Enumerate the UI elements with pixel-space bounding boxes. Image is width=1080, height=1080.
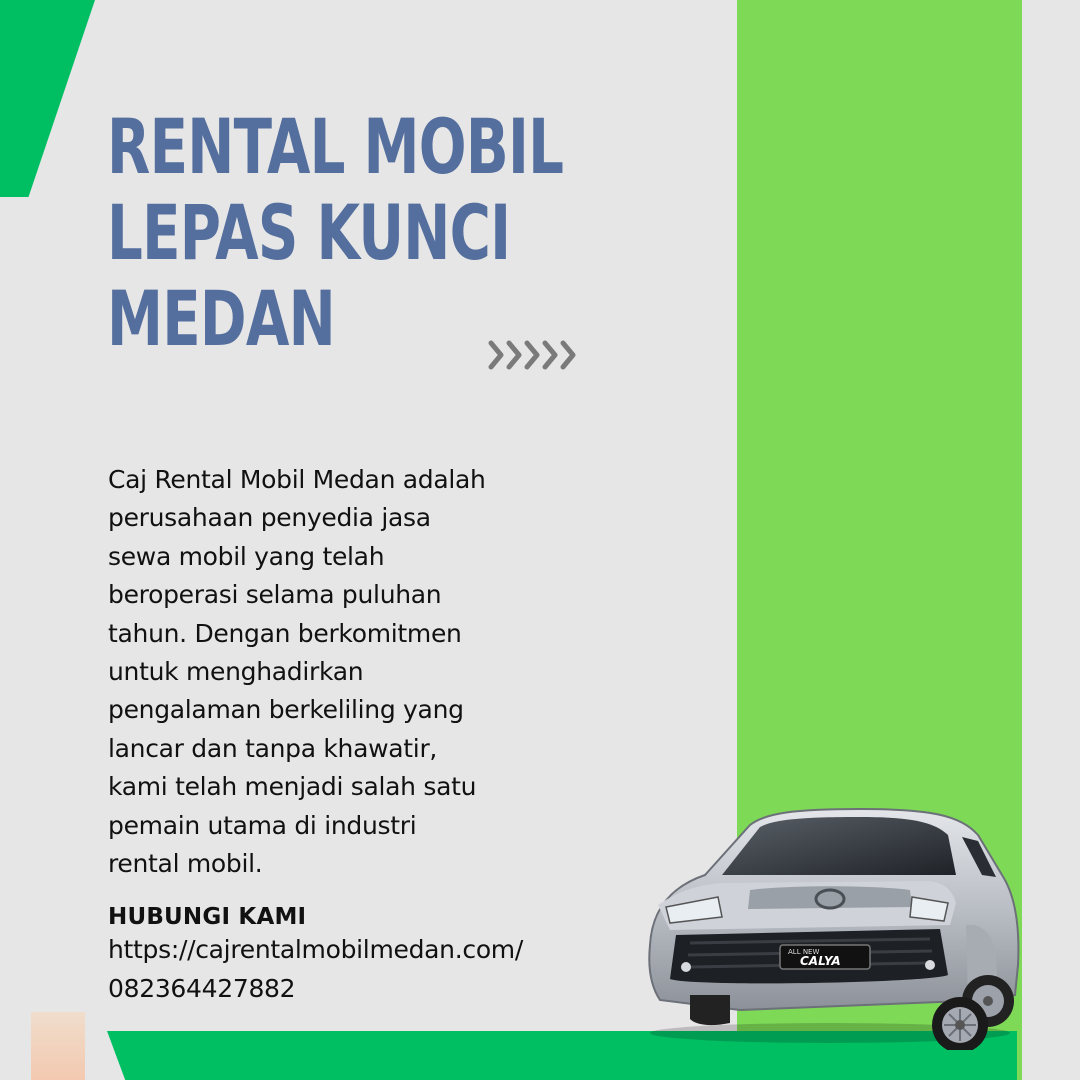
badge-text: CALYA [800, 954, 841, 968]
peach-accent-strip [31, 1012, 85, 1080]
description-line: rental mobil. [108, 849, 263, 879]
description-line: lancar dan tanpa khawatir, [108, 733, 438, 763]
contact-heading: HUBUNGI KAMI [108, 904, 307, 930]
headline-line-1: RENTAL MOBIL [107, 102, 564, 191]
phone-number[interactable]: 082364427882 [108, 974, 296, 1003]
description-line: perusahaan penyedia jasa [108, 503, 431, 533]
corner-accent-shape [0, 0, 95, 197]
chevrons-right-icon [487, 338, 583, 372]
description-line: beroperasi selama puluhan [108, 580, 442, 610]
company-description [108, 461, 578, 883]
headline [107, 104, 563, 362]
headline-line-3: MEDAN [107, 274, 335, 363]
website-link[interactable]: https://cajrentalmobilmedan.com/ [108, 935, 523, 964]
description-line: untuk menghadirkan [108, 657, 364, 687]
car-image [630, 795, 1025, 1050]
description-line: pemain utama di industri [108, 810, 417, 840]
description-line: pengalaman berkeliling yang [108, 695, 464, 725]
description-line: kami telah menjadi salah satu [108, 772, 477, 802]
description-line: Caj Rental Mobil Medan adalah [108, 465, 486, 494]
headline-line-2: LEPAS KUNCI [107, 188, 511, 277]
badge-subtext: ALL NEW [788, 948, 820, 956]
description-line: tahun. Dengan berkomitmen [108, 618, 462, 648]
description-line: sewa mobil yang telah [108, 541, 385, 571]
